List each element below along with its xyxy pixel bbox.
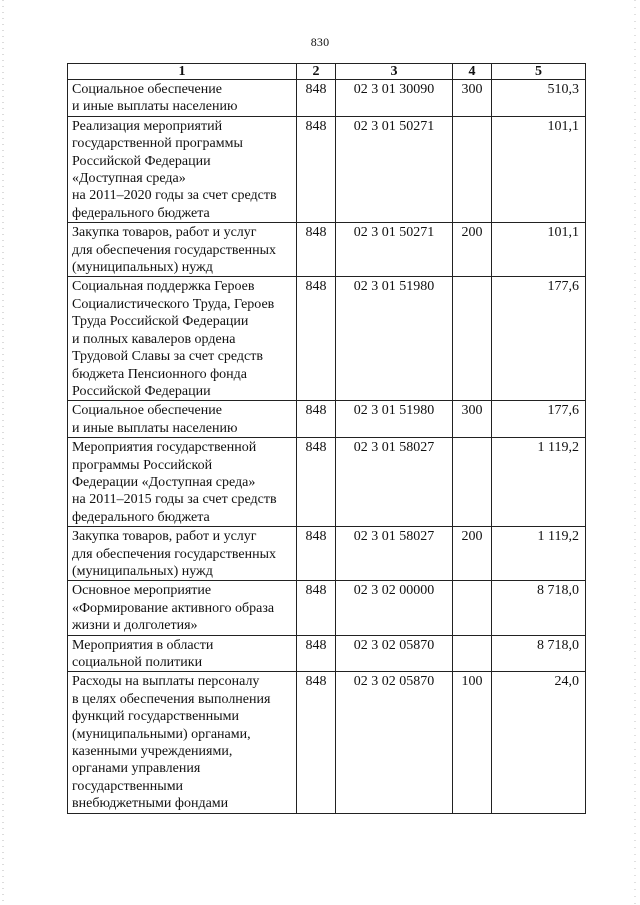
- page-number: 830: [310, 35, 330, 49]
- row-name-cell: [68, 80, 297, 117]
- budget-table: [67, 63, 586, 814]
- row-name-line: «Доступная среда»: [72, 171, 186, 187]
- table-row: [68, 80, 586, 117]
- row-name-line: федерального бюджета: [72, 205, 210, 221]
- row-amount-cell: 24,0: [492, 672, 586, 813]
- row-name-line: жизни и долголетия»: [72, 618, 198, 634]
- row-classification-cell: 02 3 02 00000: [336, 581, 453, 635]
- row-name-line: «Формирование активного образа: [72, 600, 275, 616]
- row-amount-cell: 177,6: [492, 401, 586, 438]
- row-name-line: на 2011–2015 годы за счет средств: [72, 492, 277, 508]
- row-name-line: (муниципальными) органами,: [72, 726, 251, 742]
- row-name-cell: [68, 672, 297, 813]
- row-code-cell: 848: [297, 223, 336, 277]
- table-row: [68, 116, 586, 222]
- row-type-cell: 200: [453, 527, 492, 581]
- row-name-line: казенными учреждениями,: [72, 744, 233, 760]
- scan-edge-right: [634, 0, 636, 905]
- row-name-line: для обеспечения государственных: [72, 242, 276, 258]
- row-name-line: Закупка товаров, работ и услуг: [72, 225, 257, 241]
- column-header-2: 2: [297, 64, 336, 80]
- row-code-cell: 848: [297, 581, 336, 635]
- row-name-line: и иные выплаты населению: [72, 420, 238, 436]
- row-name-line: функций государственными: [72, 709, 240, 725]
- row-name-line: Мероприятия в области: [72, 637, 214, 653]
- row-name-line: бюджета Пенсионного фонда: [72, 366, 247, 382]
- row-type-cell: 300: [453, 80, 492, 117]
- table-row: [68, 581, 586, 635]
- table-row: [68, 672, 586, 813]
- table-row: [68, 401, 586, 438]
- row-name-line: Трудовой Славы за счет средств: [72, 349, 263, 365]
- row-name-line: Закупка товаров, работ и услуг: [72, 529, 257, 545]
- row-name-line: государственными: [72, 778, 184, 794]
- row-amount-cell: 1 119,2: [492, 438, 586, 527]
- row-name-line: социальной политики: [72, 655, 203, 670]
- row-name-line: Социальное обеспечение: [72, 403, 222, 419]
- row-name-line: Расходы на выплаты персоналу: [72, 674, 260, 690]
- row-name-line: Российской Федерации: [72, 383, 211, 399]
- row-code-cell: 848: [297, 277, 336, 401]
- row-name-line: органами управления: [72, 761, 201, 777]
- row-code-cell: 848: [297, 438, 336, 527]
- row-amount-cell: 101,1: [492, 116, 586, 222]
- row-name-line: Реализация мероприятий: [72, 118, 223, 134]
- row-amount-cell: 8 718,0: [492, 581, 586, 635]
- row-name-line: Социальная поддержка Героев: [72, 279, 255, 295]
- row-classification-cell: 02 3 01 30090: [336, 80, 453, 117]
- row-name-cell: [68, 401, 297, 438]
- row-classification-cell: 02 3 02 05870: [336, 672, 453, 813]
- row-amount-cell: 101,1: [492, 223, 586, 277]
- row-code-cell: 848: [297, 672, 336, 813]
- row-code-cell: 848: [297, 116, 336, 222]
- column-header-1: 1: [68, 64, 297, 80]
- row-classification-cell: 02 3 01 50271: [336, 223, 453, 277]
- row-name-cell: [68, 581, 297, 635]
- row-type-cell: [453, 277, 492, 401]
- row-name-line: программы Российской: [72, 457, 213, 473]
- row-code-cell: 848: [297, 635, 336, 672]
- row-classification-cell: 02 3 02 05870: [336, 635, 453, 672]
- table-row: [68, 438, 586, 527]
- row-name-line: Основное мероприятие: [72, 583, 212, 599]
- row-type-cell: [453, 438, 492, 527]
- row-name-line: Федерации «Доступная среда»: [72, 474, 256, 490]
- row-amount-cell: 510,3: [492, 80, 586, 117]
- row-name-cell: [68, 635, 297, 672]
- table-body: [68, 80, 586, 814]
- table-row: [68, 223, 586, 277]
- table-row: [68, 277, 586, 401]
- row-name-line: федерального бюджета: [72, 509, 210, 525]
- column-header-4: 4: [453, 64, 492, 80]
- row-name-line: для обеспечения государственных: [72, 546, 276, 562]
- row-type-cell: [453, 581, 492, 635]
- row-name-line: внебюджетными фондами: [72, 796, 229, 812]
- row-name-line: государственной программы: [72, 136, 243, 152]
- row-type-cell: [453, 116, 492, 222]
- row-classification-cell: 02 3 01 50271: [336, 116, 453, 222]
- row-classification-cell: 02 3 01 58027: [336, 527, 453, 581]
- row-type-cell: 100: [453, 672, 492, 813]
- row-code-cell: 848: [297, 527, 336, 581]
- row-code-cell: 848: [297, 401, 336, 438]
- row-name-line: Социальное обеспечение: [72, 82, 222, 97]
- row-name-line: и полных кавалеров ордена: [72, 331, 236, 347]
- row-name-line: Труда Российской Федерации: [72, 314, 249, 330]
- row-name-cell: [68, 527, 297, 581]
- scan-edge-left: [2, 0, 4, 905]
- row-amount-cell: 1 119,2: [492, 527, 586, 581]
- row-name-line: и иные выплаты населению: [72, 99, 238, 115]
- row-name-line: (муниципальных) нужд: [72, 563, 213, 579]
- row-name-cell: [68, 277, 297, 401]
- column-header-5: 5: [492, 64, 586, 80]
- row-name-line: Мероприятия государственной: [72, 440, 257, 456]
- row-amount-cell: 177,6: [492, 277, 586, 401]
- table-row: [68, 527, 586, 581]
- row-classification-cell: 02 3 01 51980: [336, 401, 453, 438]
- column-header-3: 3: [336, 64, 453, 80]
- table-row: [68, 635, 586, 672]
- row-name-cell: [68, 438, 297, 527]
- row-name-cell: [68, 116, 297, 222]
- row-type-cell: 300: [453, 401, 492, 438]
- row-amount-cell: 8 718,0: [492, 635, 586, 672]
- row-type-cell: [453, 635, 492, 672]
- row-type-cell: 200: [453, 223, 492, 277]
- row-name-cell: [68, 223, 297, 277]
- row-name-line: Социалистического Труда, Героев: [72, 296, 275, 312]
- row-name-line: на 2011–2020 годы за счет средств: [72, 188, 277, 204]
- row-classification-cell: 02 3 01 51980: [336, 277, 453, 401]
- row-classification-cell: 02 3 01 58027: [336, 438, 453, 527]
- table-header-row: [68, 64, 586, 80]
- row-name-line: в целях обеспечения выполнения: [72, 691, 271, 707]
- row-name-line: Российской Федерации: [72, 153, 211, 169]
- row-code-cell: 848: [297, 80, 336, 117]
- row-name-line: (муниципальных) нужд: [72, 260, 213, 276]
